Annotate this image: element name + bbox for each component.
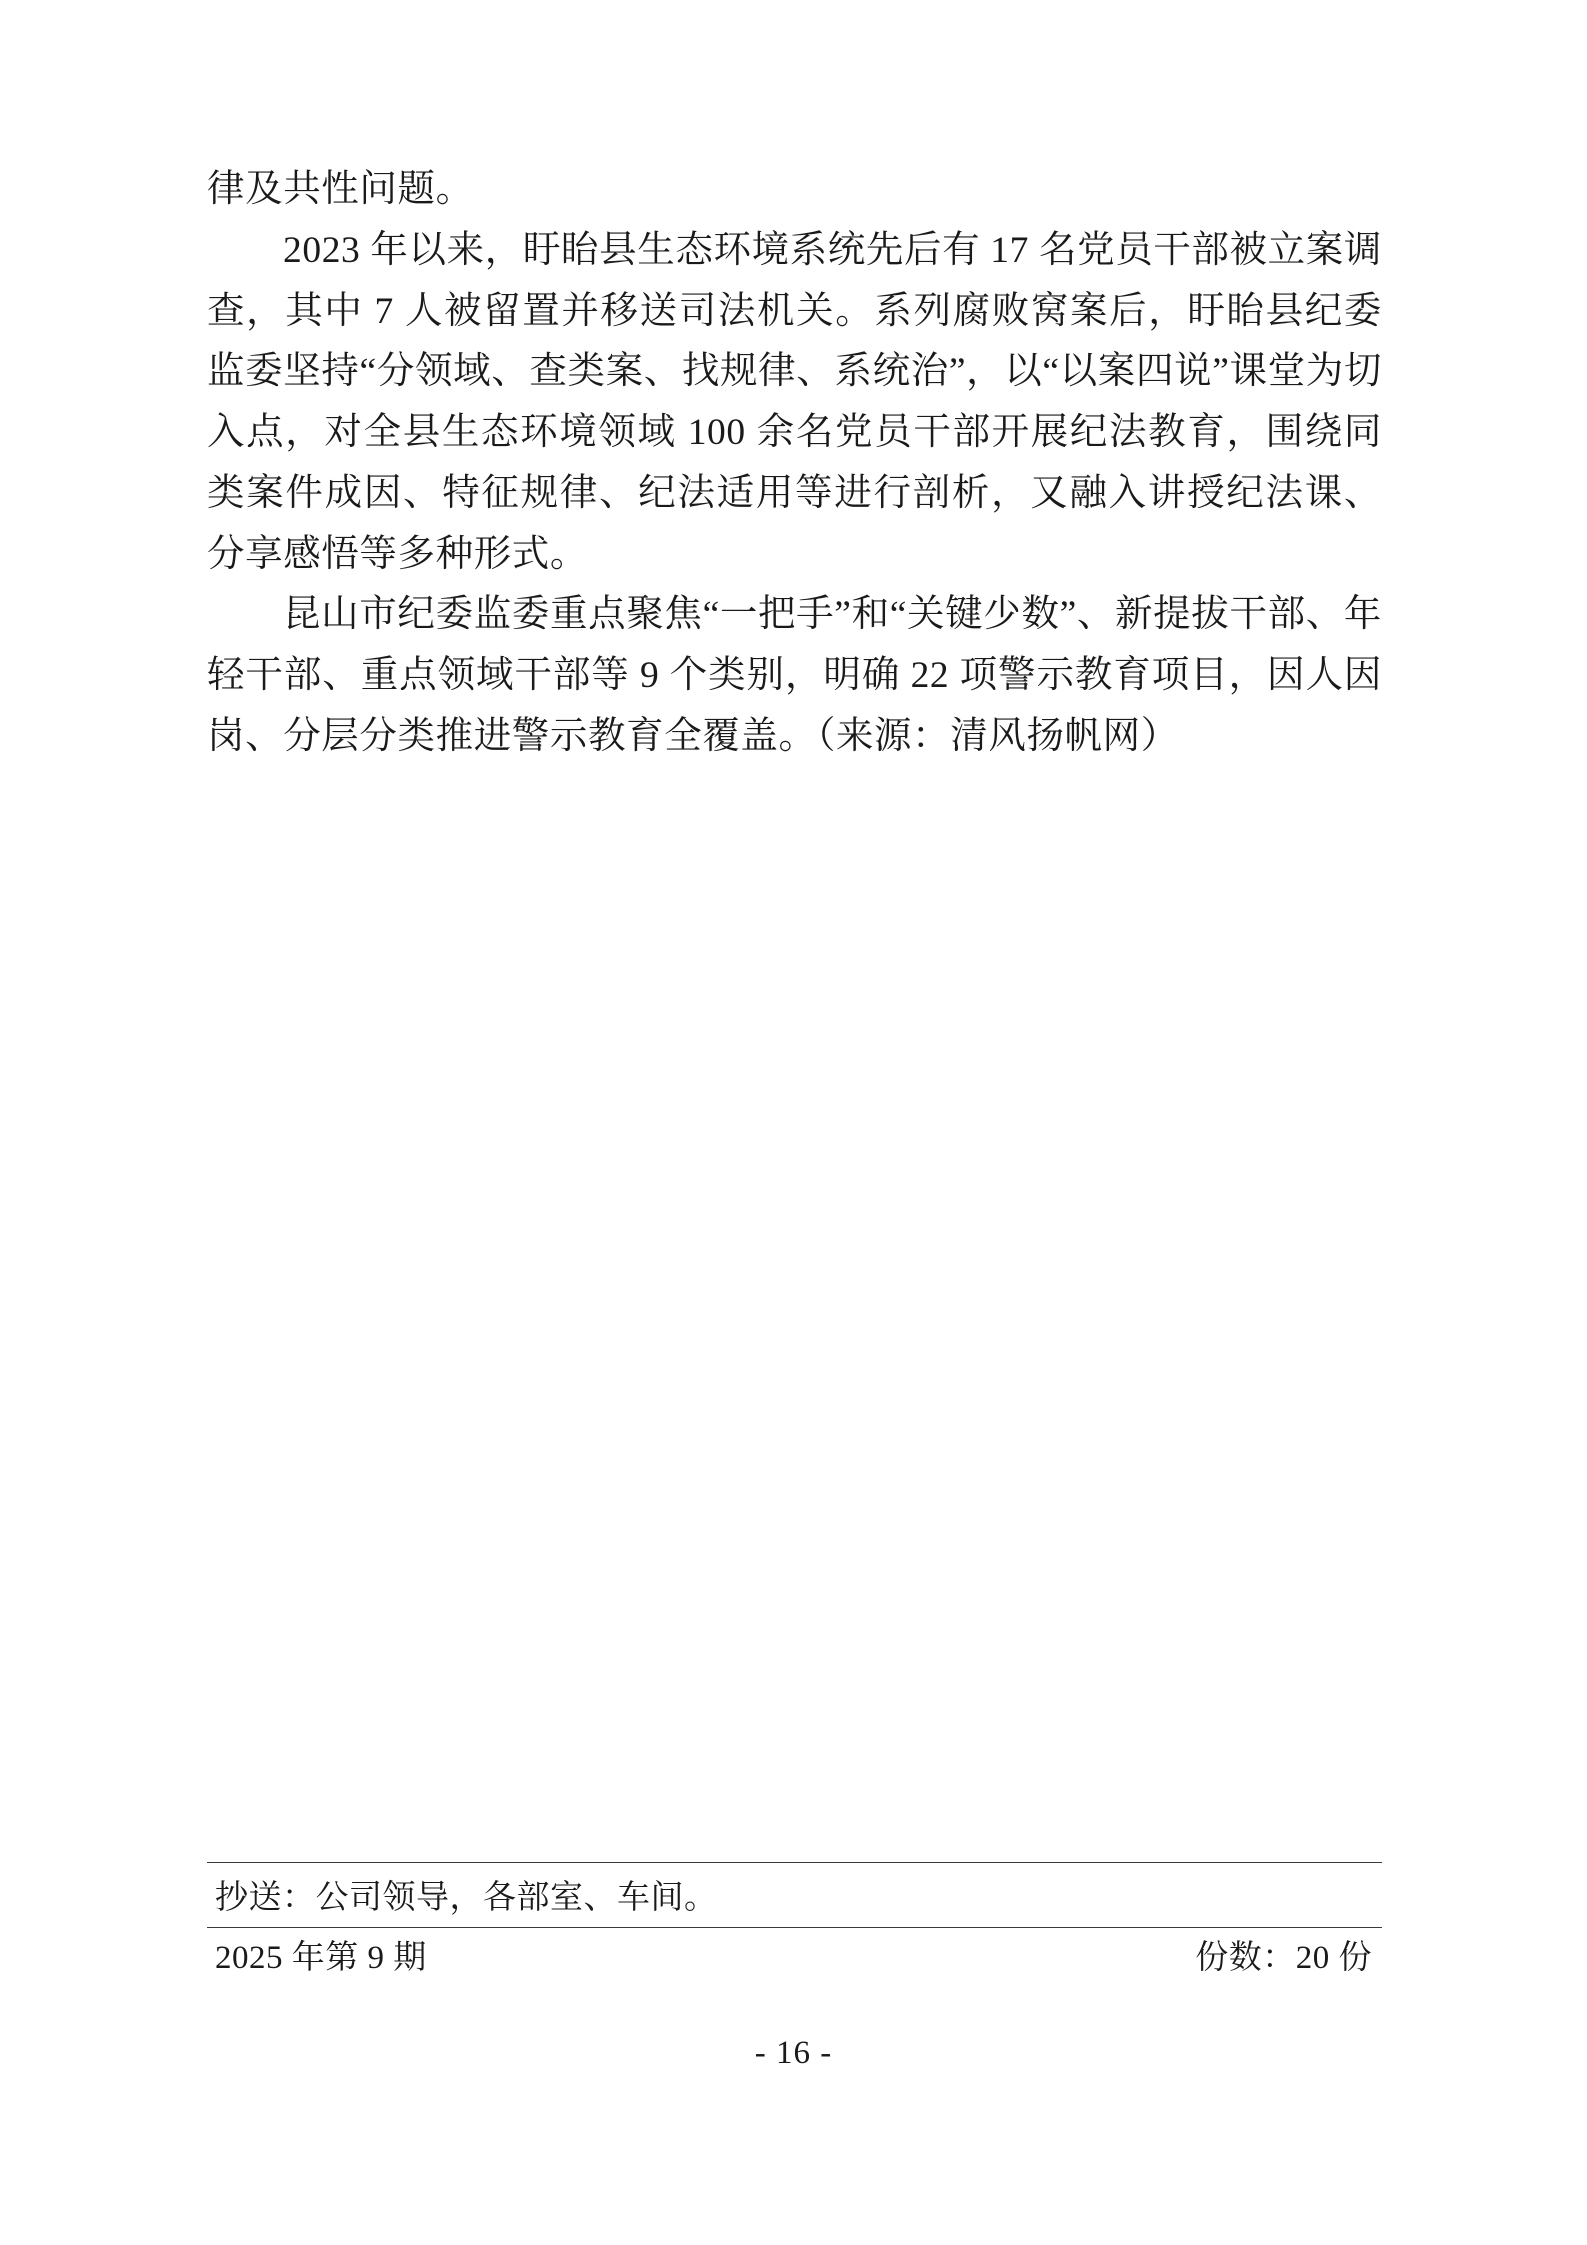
page-number: - 16 - [754,2035,833,2071]
footer-distribution: 抄送：公司领导，各部室、车间。 [215,1880,718,1916]
page-footer [207,1862,1382,1991]
paragraph-kunshan-case: 昆山市纪委监委重点聚焦“一把手”和“关键少数”、新提拔干部、年轻干部、重点领域干部等 9 个类别，明确 22 项警示教育项目，因人因岗、分层分类推进警示教育全覆盖。（来源：清风扬帆网） [207,594,1382,757]
paragraph-xuyi-case: 2023 年以来，盱眙县生态环境系统先后有 17 名党员干部被立案调查，其中 7 人被留置并移送司法机关。系列腐败窝案后，盱眙县纪委监委坚持“分领域、查类案、找规律、系统治”，以“以案四说”课堂为切入点，对全县生态环境领域 100 余名党员干部开展纪法教育，围绕同类案件成因、特征规律、纪法适用等进行剖析，又融入讲授纪法课、分享感悟等多种形式。 [207,229,1382,575]
footer-meta-row [207,1928,1382,1991]
paragraph-continuation: 律及共性问题。 [207,169,474,210]
document-body [207,160,1382,768]
footer-issue: 2025 年第 9 期 [215,1939,427,1976]
footer-copies: 份数：20 份 [1195,1939,1372,1976]
